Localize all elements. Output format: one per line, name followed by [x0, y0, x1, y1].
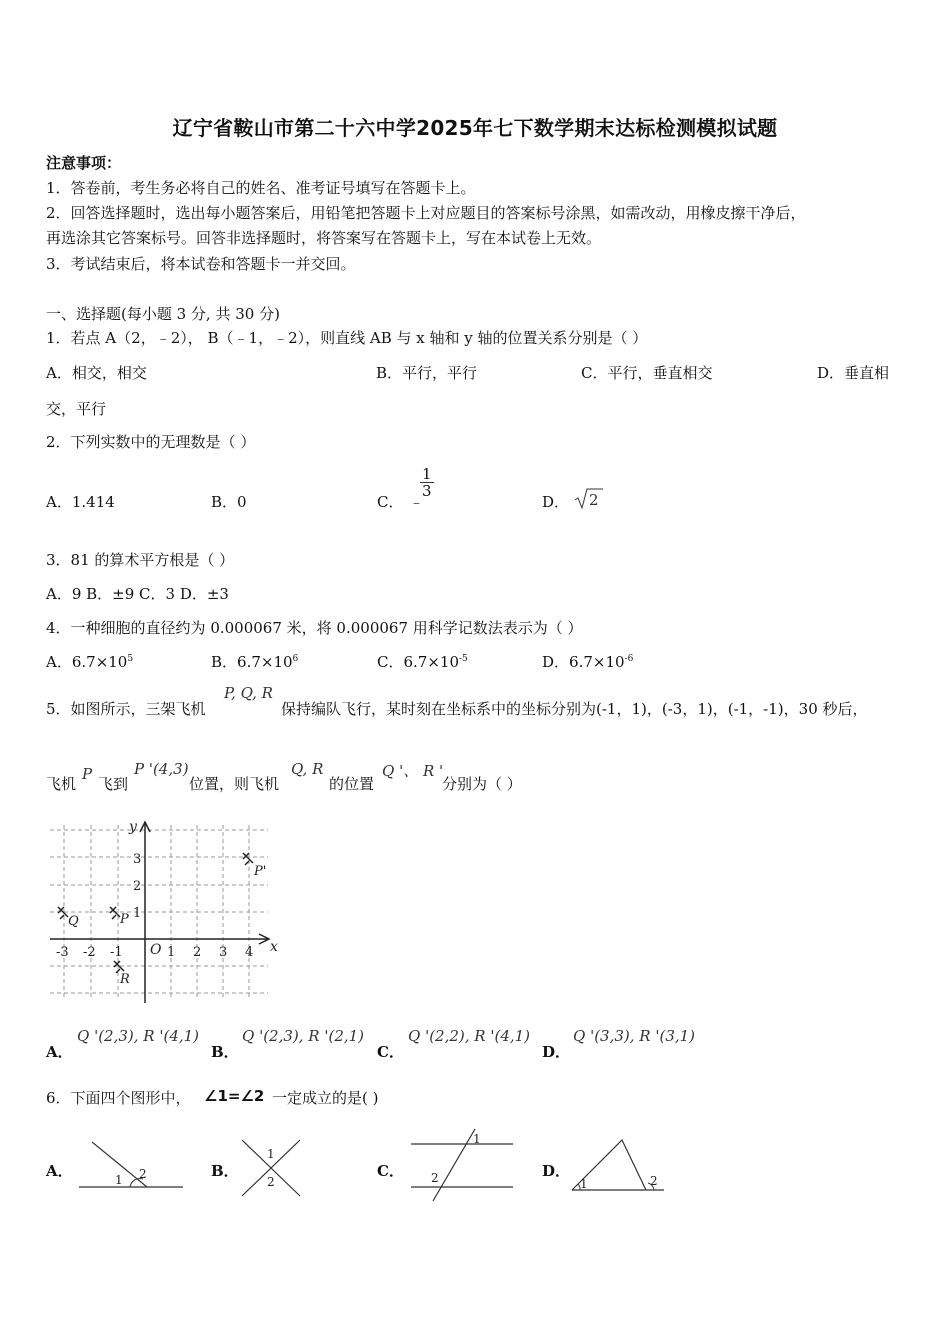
q5-line2-b: 飞到: [98, 775, 129, 793]
q5-option-b: Q '(2,3), R '(2,1): [242, 1027, 365, 1045]
q6-option-d-label: D．: [542, 1162, 571, 1180]
q4-d-base: D．6.7×10: [542, 653, 625, 671]
point-q-label: Q: [68, 914, 79, 929]
airplane-q-icon: [58, 907, 68, 919]
figure-d-angle-1: 1: [580, 1177, 588, 1191]
q1-option-d-cont: 交，平行: [46, 400, 107, 418]
sqrt-radicand: 2: [589, 491, 599, 509]
q5-option-a: Q '(2,3), R '(4,1): [77, 1027, 200, 1045]
q6-option-c-label: C．: [377, 1162, 404, 1180]
q4-c-base: C．6.7×10: [377, 653, 459, 671]
figure-b-angle-2: 2: [267, 1175, 275, 1189]
q5-line1-a: 5．如图所示，三架飞机: [46, 700, 206, 718]
q5-p: P: [82, 765, 93, 783]
q2-option-c-sign: ﹣: [409, 493, 425, 511]
q2-fraction-denominator: 3: [422, 482, 432, 500]
q6-figure-d: [566, 1134, 671, 1200]
q3-options: A．9 B．±9 C．3 D．±3: [46, 585, 229, 603]
figure-d-angle-2: 2: [650, 1174, 658, 1188]
q1-option-c: C．平行，垂直相交: [581, 364, 713, 382]
q2-fraction: [420, 466, 434, 499]
q1-option-b: B．平行，平行: [376, 364, 478, 382]
notice-item-1: 1．答卷前，考生务必将自己的姓名、准考证号填写在答题卡上。: [46, 179, 476, 197]
q6-stem-a: 6．下面四个图形中，: [46, 1089, 191, 1107]
q5-option-b-label: B．: [211, 1043, 239, 1061]
q6-stem-b: 一定成立的是( ): [272, 1089, 379, 1107]
q2-option-a: A．1.414: [46, 493, 115, 511]
x-tick: 4: [245, 945, 254, 960]
figure-c-angle-1: 1: [473, 1132, 481, 1146]
x-tick: -2: [83, 945, 96, 960]
q2-option-b: B．0: [211, 493, 247, 511]
q5-line2-a: 飞机: [46, 775, 77, 793]
q4-d-exp: -6: [624, 654, 634, 664]
page-title: 辽宁省鞍山市第二十六中学2025年七下数学期末达标检测模拟试题: [172, 116, 778, 140]
x-tick: 2: [193, 945, 202, 960]
q5-line2-d: 的位置: [329, 775, 375, 793]
origin-label: O: [150, 942, 162, 958]
q5-line2-c: 位置，则飞机: [189, 775, 280, 793]
point-p-label: P: [120, 912, 129, 927]
q4-a-base: A．6.7×10: [46, 653, 128, 671]
q2-option-d-label: D．: [542, 493, 570, 511]
q4-option-b: [211, 651, 298, 672]
q5-option-c: Q '(2,2), R '(4,1): [408, 1027, 531, 1045]
q6-figure-b: [236, 1132, 306, 1202]
q5-qr-prime: Q '、 R ': [382, 762, 444, 780]
q6-angle-expression: ∠1=∠2: [204, 1087, 265, 1105]
q4-stem: 4．一种细胞的直径约为 0.000067 米，将 0.000067 用科学记数法表示为（ ）: [46, 619, 583, 637]
q4-option-c: [377, 651, 468, 672]
y-tick: 3: [133, 852, 142, 867]
q2-stem: 2．下列实数中的无理数是（ ）: [46, 433, 256, 451]
sqrt-symbol: [573, 487, 605, 511]
grid-lines: [50, 825, 268, 1000]
q4-b-base: B．6.7×10: [211, 653, 293, 671]
point-r-label: R: [120, 972, 130, 987]
airplane-labels: [68, 864, 266, 987]
q6-option-a-label: A．: [46, 1162, 73, 1180]
figure-c-angle-2: 2: [431, 1171, 439, 1185]
q4-c-exp: -5: [459, 654, 468, 664]
x-tick: 1: [167, 945, 176, 960]
q2-option-c-label: C．: [377, 493, 404, 511]
q6-option-b-label: B．: [211, 1162, 239, 1180]
figure-a-angle-1: 1: [115, 1173, 123, 1187]
x-tick: 3: [219, 945, 228, 960]
q5-pqr: P, Q, R: [224, 684, 273, 702]
q4-option-a: [46, 651, 133, 672]
x-tick: -3: [56, 945, 69, 960]
notice-heading: 注意事项：: [46, 154, 122, 172]
q4-option-d: [542, 651, 633, 672]
y-axis-label: y: [129, 819, 137, 835]
q1-option-a: A．相交，相交: [46, 364, 147, 382]
section-heading: 一、选择题(每小题 3 分, 共 30 分): [46, 305, 280, 323]
q5-option-a-label: A．: [46, 1043, 73, 1061]
q5-p-prime: P '(4,3): [134, 760, 189, 778]
q5-qr: Q, R: [291, 760, 324, 778]
notice-item-2-cont: 再选涂其它答案标号。回答非选择题时，将答案写在答题卡上，写在本试卷上无效。: [46, 229, 602, 247]
y-tick: 1: [133, 906, 142, 921]
x-axis-label: x: [270, 939, 278, 955]
q6-figure-a: [75, 1136, 190, 1198]
q5-line1-b: 保持编队飞行，某时刻在坐标系中的坐标分别为(-1，1)，(-3，1)，(-1，-1)，30 秒后，: [281, 700, 868, 718]
q5-option-c-label: C．: [377, 1043, 404, 1061]
x-tick: -1: [110, 945, 123, 960]
q2-fraction-numerator: 1: [422, 465, 432, 483]
y-tick-labels: [133, 852, 141, 921]
point-p-prime-label: P': [254, 864, 267, 879]
coordinate-graph: [40, 815, 280, 1010]
notice-item-2: 2．回答选择题时，选出每小题答案后，用铅笔把答题卡上对应题目的答案标号涂黑，如需改动，用橡皮擦干净后，: [46, 204, 806, 222]
q5-option-d-label: D．: [542, 1043, 571, 1061]
airplane-p-prime-icon: [243, 853, 253, 865]
q5-option-d: Q '(3,3), R '(3,1): [573, 1027, 696, 1045]
q6-figure-c: [405, 1125, 520, 1205]
q3-stem: 3．81 的算术平方根是（ ）: [46, 551, 235, 569]
q5-line2-e: 分别为（ ）: [442, 775, 522, 793]
figure-a-angle-2: 2: [139, 1167, 147, 1181]
q4-a-exp: 5: [127, 654, 134, 664]
figure-b-angle-1: 1: [267, 1147, 275, 1161]
q1-stem: 1．若点 A（2，﹣2）， B（﹣1，﹣2），则直线 AB 与 x 轴和 y 轴的位置关系分别是（ ）: [46, 329, 648, 347]
y-tick: 2: [133, 879, 142, 894]
notice-item-3: 3．考试结束后，将本试卷和答题卡一并交回。: [46, 255, 356, 273]
q1-option-d: D．垂直相: [817, 364, 890, 382]
q4-b-exp: 6: [292, 654, 299, 664]
